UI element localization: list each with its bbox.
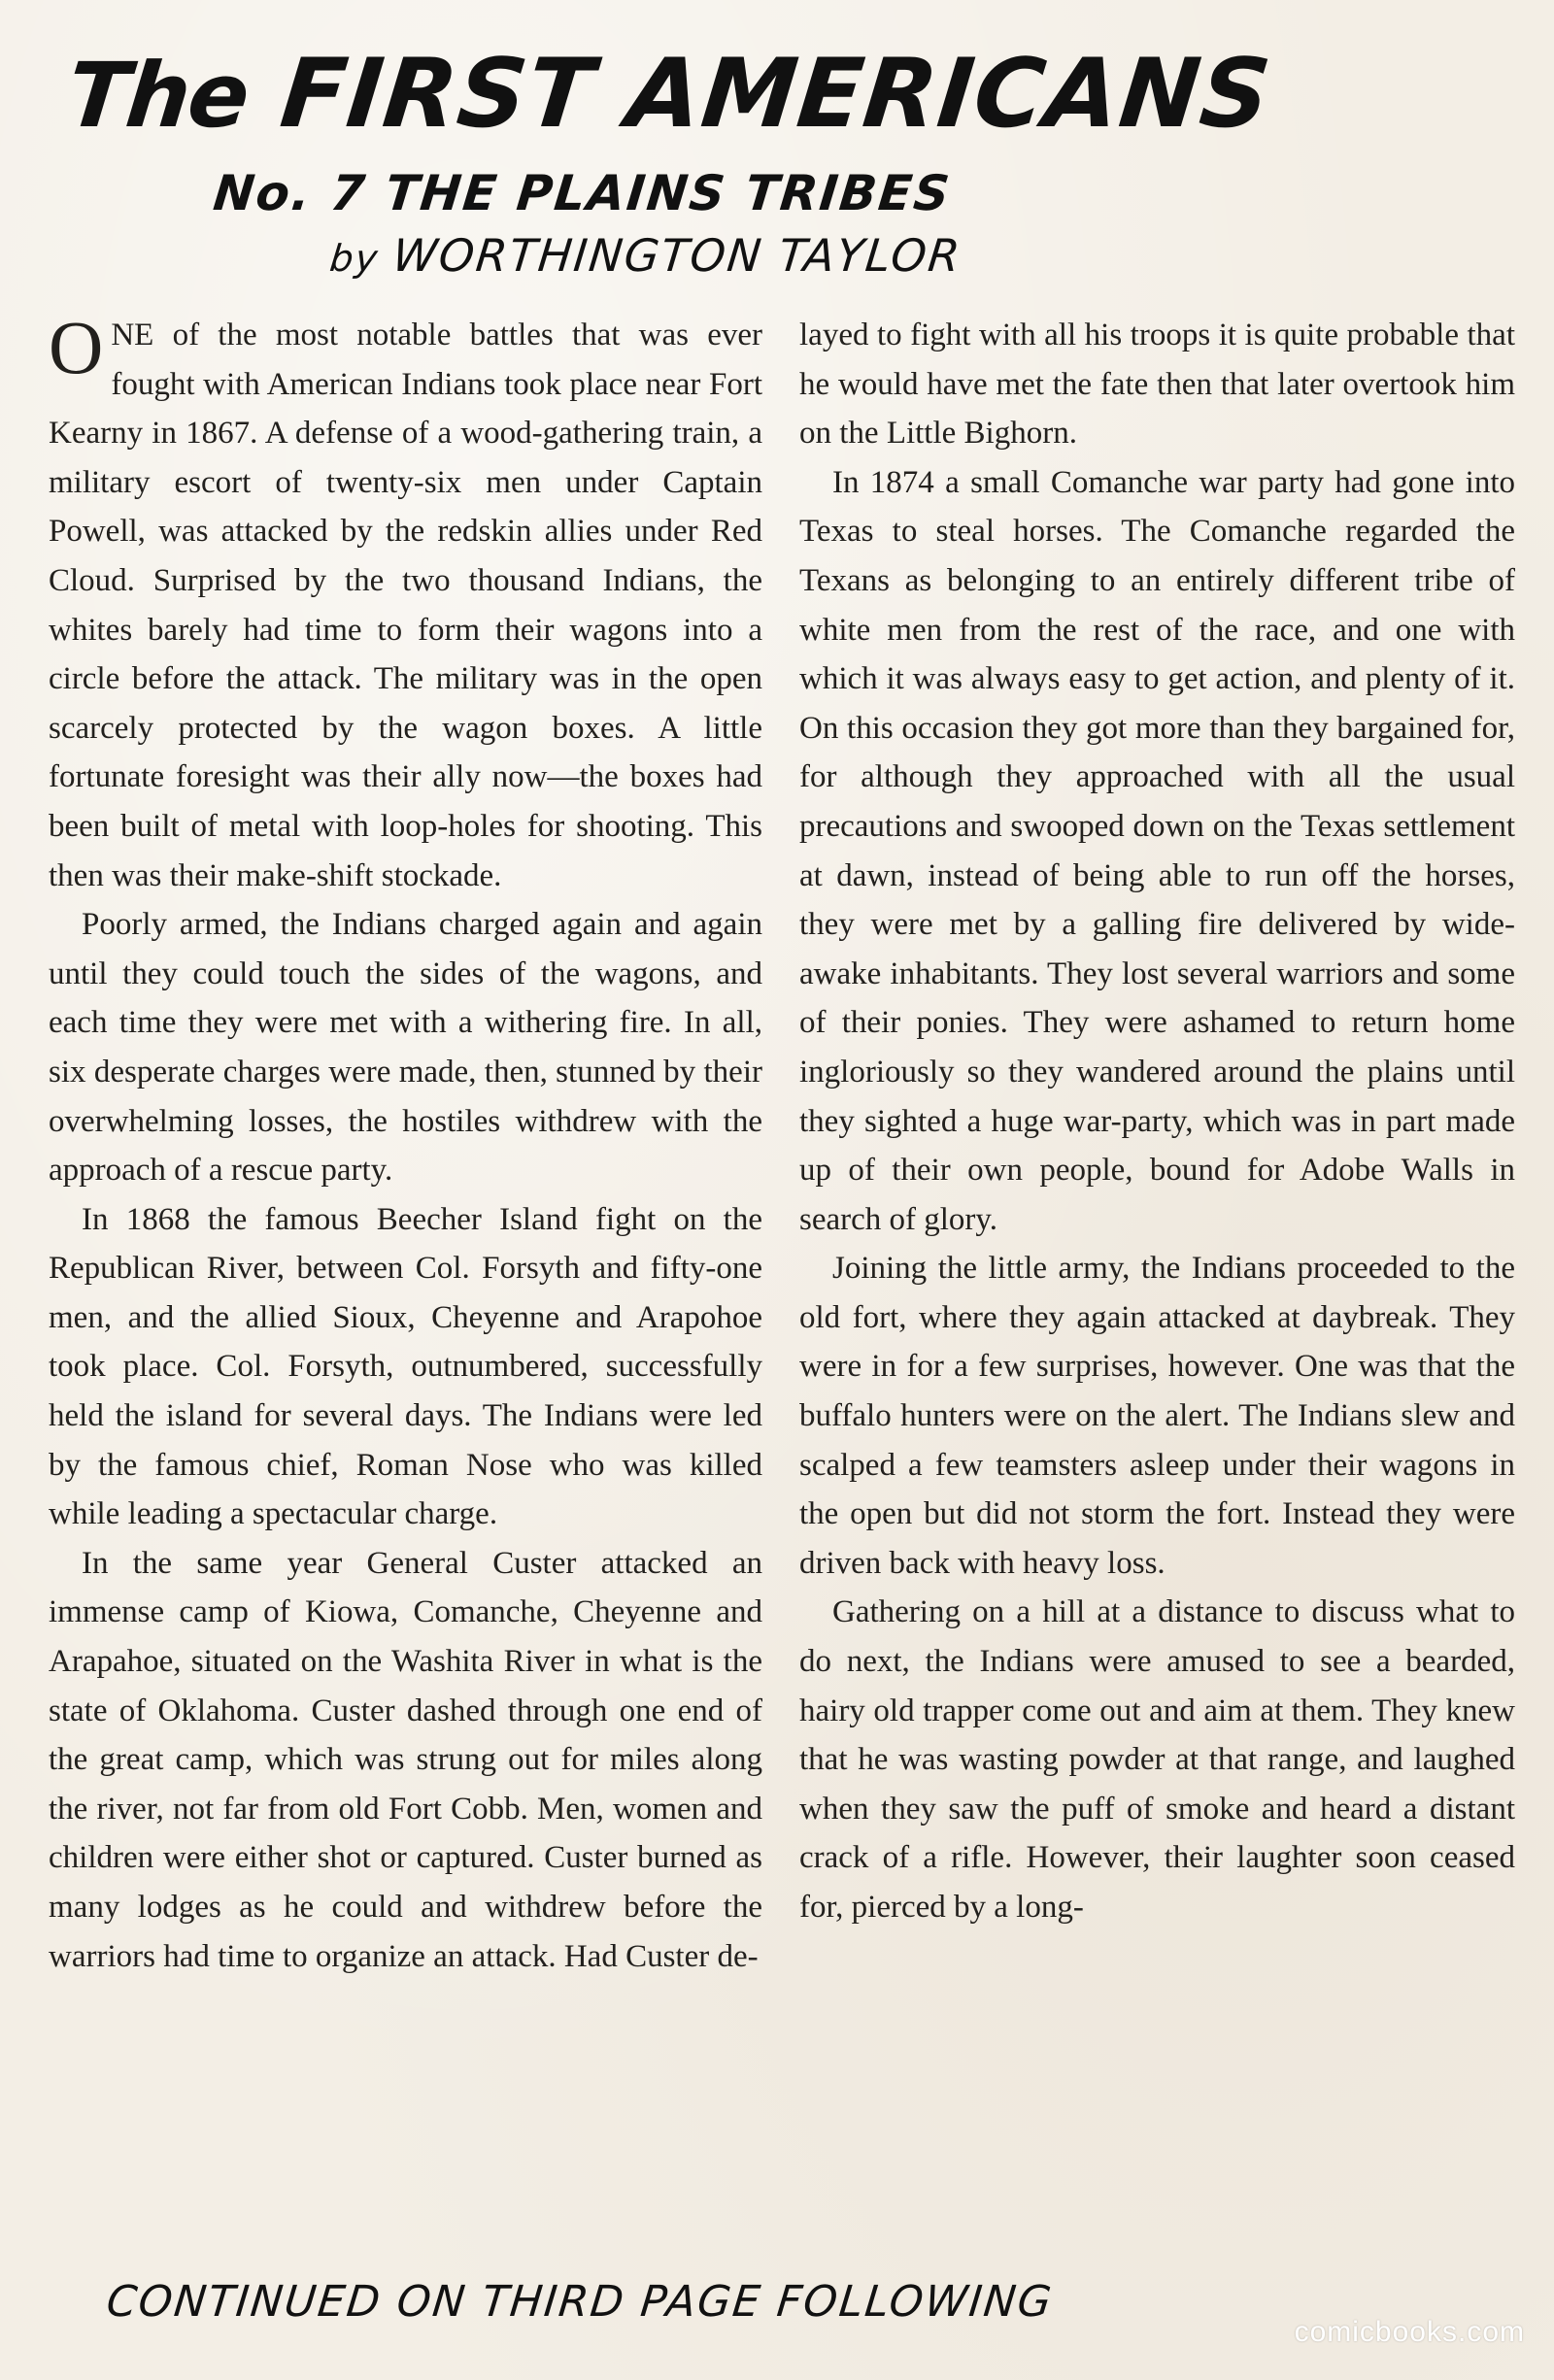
continued-notice: CONTINUED ON THIRD PAGE FOLLOWING: [104, 2277, 1056, 2327]
article-paragraph: In the same year General Custer attacked an immense camp of Kiowa, Comanche, Cheyenne and Arapahoe, situated on the Washita River in what is the state of Oklahoma. Custer dashed through one end of the great camp, which was strung out for miles along the river, not far from old Fort Cobb. Men, women and children were either shot or captured. Custer burned as many lodges as he could and withdrew before the warriors had time to organize an attack. Had Custer de-: [49, 1545, 762, 1974]
article-paragraph: [49, 305, 762, 900]
article-column-right: [799, 311, 1515, 1932]
title-the: The: [62, 44, 253, 148]
byline-by: by: [327, 237, 382, 280]
article-paragraph: In 1874 a small Comanche war party had gone into Texas to steal horses. The Comanche regarded the Texans as belonging to an entirely different tribe of white men from the rest of the race, and one with which it was always easy to get action, and plenty of it. On this occasion they got more than they bargained for, for although they approached with all the usual precautions and swooped down on the Texas settlement at dawn, instead of being able to run off the horses, they were met by a galling fire delivered by wide-awake inhabitants. They lost several warriors and some of their ponies. They were ashamed to return home ingloriously so they wandered around the plains until they sighted a huge war-party, which was in part made up of their own people, bound for Adobe Walls in search of glory.: [799, 464, 1515, 1237]
article-paragraph: In 1868 the famous Beecher Island fight on the Republican River, between Col. Forsyth and fifty-one men, and the allied Sioux, Cheyenne and Arapohoe took place. Col. Forsyth, outnumbered, successfully held the island for several days. The Indians were led by the famous chief, Roman Nose who was killed while leading a spectacular charge.: [49, 1201, 762, 1532]
watermark: comicbooks.com: [1294, 2316, 1525, 2348]
article-paragraph: Joining the little army, the Indians proceeded to the old fort, where they again attacked at daybreak. They were in for a few surprises, however. One was that the buffalo hunters were on the alert. The Indians slew and scalped a few teamsters asleep under their wagons in the open but did not storm the fort. Instead they were driven back with heavy loss.: [799, 1251, 1515, 1581]
byline-author: WORTHINGTON TAYLOR: [389, 229, 964, 282]
drop-cap: O: [49, 305, 104, 389]
first-word-rest: NE: [111, 318, 154, 352]
article-paragraph: Gathering on a hill at a distance to discuss what to do next, the Indians were amused to see a bearded, hairy old trapper come out and aim at them. They knew that he was wasting powder at that range, and laughed when they saw the puff of smoke and heard a distant crack of a rifle. However, their laughter soon ceased for, pierced by a long-: [799, 1594, 1515, 1925]
paragraph-text: of the most notable battles that was ever fought with American Indians took place near Fort Kearny in 1867. A defense of a wood-gathering train, a military escort of twenty-six men under Captain Powell, was attacked by the redskin allies under Red Cloud. Surprised by the two thousand Indians, the whites barely had time to form their wagons into a circle before the attack. The military was in the open scarcely protected by the wagon boxes. A little fortunate foresight was their ally now—the boxes had been built of metal with loop-holes for shooting. This then was their make-shift stockade.: [49, 318, 762, 893]
title-text: FIRST AMERICANS: [275, 39, 1276, 150]
article-paragraph-continued: layed to fight with all his troops it is quite probable that he would have met the fate then that later overtook him on the Little Bighorn.: [799, 318, 1515, 452]
article-column-left: [49, 305, 762, 1981]
title-block: [62, 39, 1292, 282]
page-title: [62, 39, 1276, 150]
article-paragraph: Poorly armed, the Indians charged again and again until they could touch the sides of the wagons, and each time they were met with a withering fire. In all, six desperate charges were made, then, stunned by their overwhelming losses, the hostiles withdrew with the approach of a rescue party.: [49, 907, 762, 1189]
byline: [327, 229, 963, 282]
subtitle: No. 7 THE PLAINS TRIBES: [210, 165, 954, 221]
